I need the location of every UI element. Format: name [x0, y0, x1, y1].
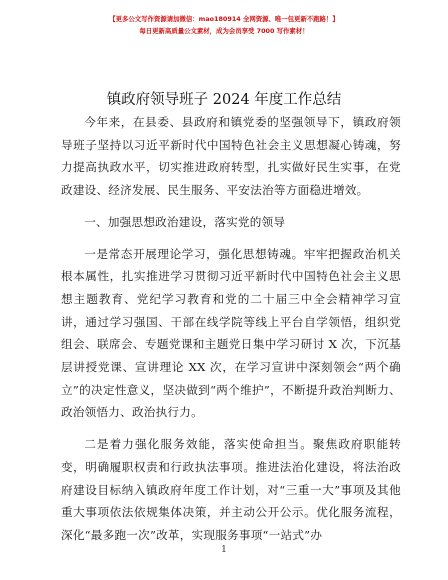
body-paragraph: 一是常态开展理论学习，强化思想铸魂。牢牢把握政治机关根本属性，扎实推进学习贯彻习近平新时代中国特色社会主义思想主题教育、党纪学习教育和党的二十届三中全会精神学习宣讲，通过学习强国、干部在线学院等线上平台自学领悟，组织党组会、联席会、专题党课和主题党日集中学习研讨 X 次，下沉基层讲授党课、宣讲理论 XX 次，在学习宣讲中深刻领会“两个确立”的决定性意义，坚决做到“两个维护”，不断提升政治判断力、政治领悟力、政治执行力。 — [61, 246, 401, 420]
body-paragraph: 二是着力强化服务效能，落实使命担当。聚焦政府职能转变，明确履职权责和行政执法事项。推进法治化建设，将法治政府建设目标纳入镇政府年度工作计划，对“三重一大”事项及其他重大事项依法依规集体决策，并主动公开公示。优化服务流程，深化“最多跑一次”改革，实现服务事项“一站式”办 — [61, 437, 401, 542]
section-heading: 一、加强思想政治建设，落实党的领导 — [84, 214, 286, 229]
promo-banner-line-1: 【更多公文写作资源请加微信：mao180914 全网资源、唯一包更新不跑路！】 — [109, 15, 339, 23]
document-body — [61, 111, 401, 556]
document-title: 镇政府领导班子 2024 年度工作总结 — [106, 92, 342, 108]
promo-banner — [0, 13, 448, 37]
intro-paragraph: 今年来，在县委、县政府和镇党委的坚强领导下，镇政府领导班子坚持以习近平新时代中国特色社会主义思想凝心铸魂，努力提高执政水平，切实推进政府转型，扎实做好民生实事，在党政建设、经济发展、民生服务、平安法治等方面稳进增效。 — [61, 115, 401, 198]
page-number: 1 — [221, 545, 227, 555]
promo-banner-line-2: 每日更新高质量公文素材，成为会员享受 7000 写作素材！ — [139, 27, 309, 35]
